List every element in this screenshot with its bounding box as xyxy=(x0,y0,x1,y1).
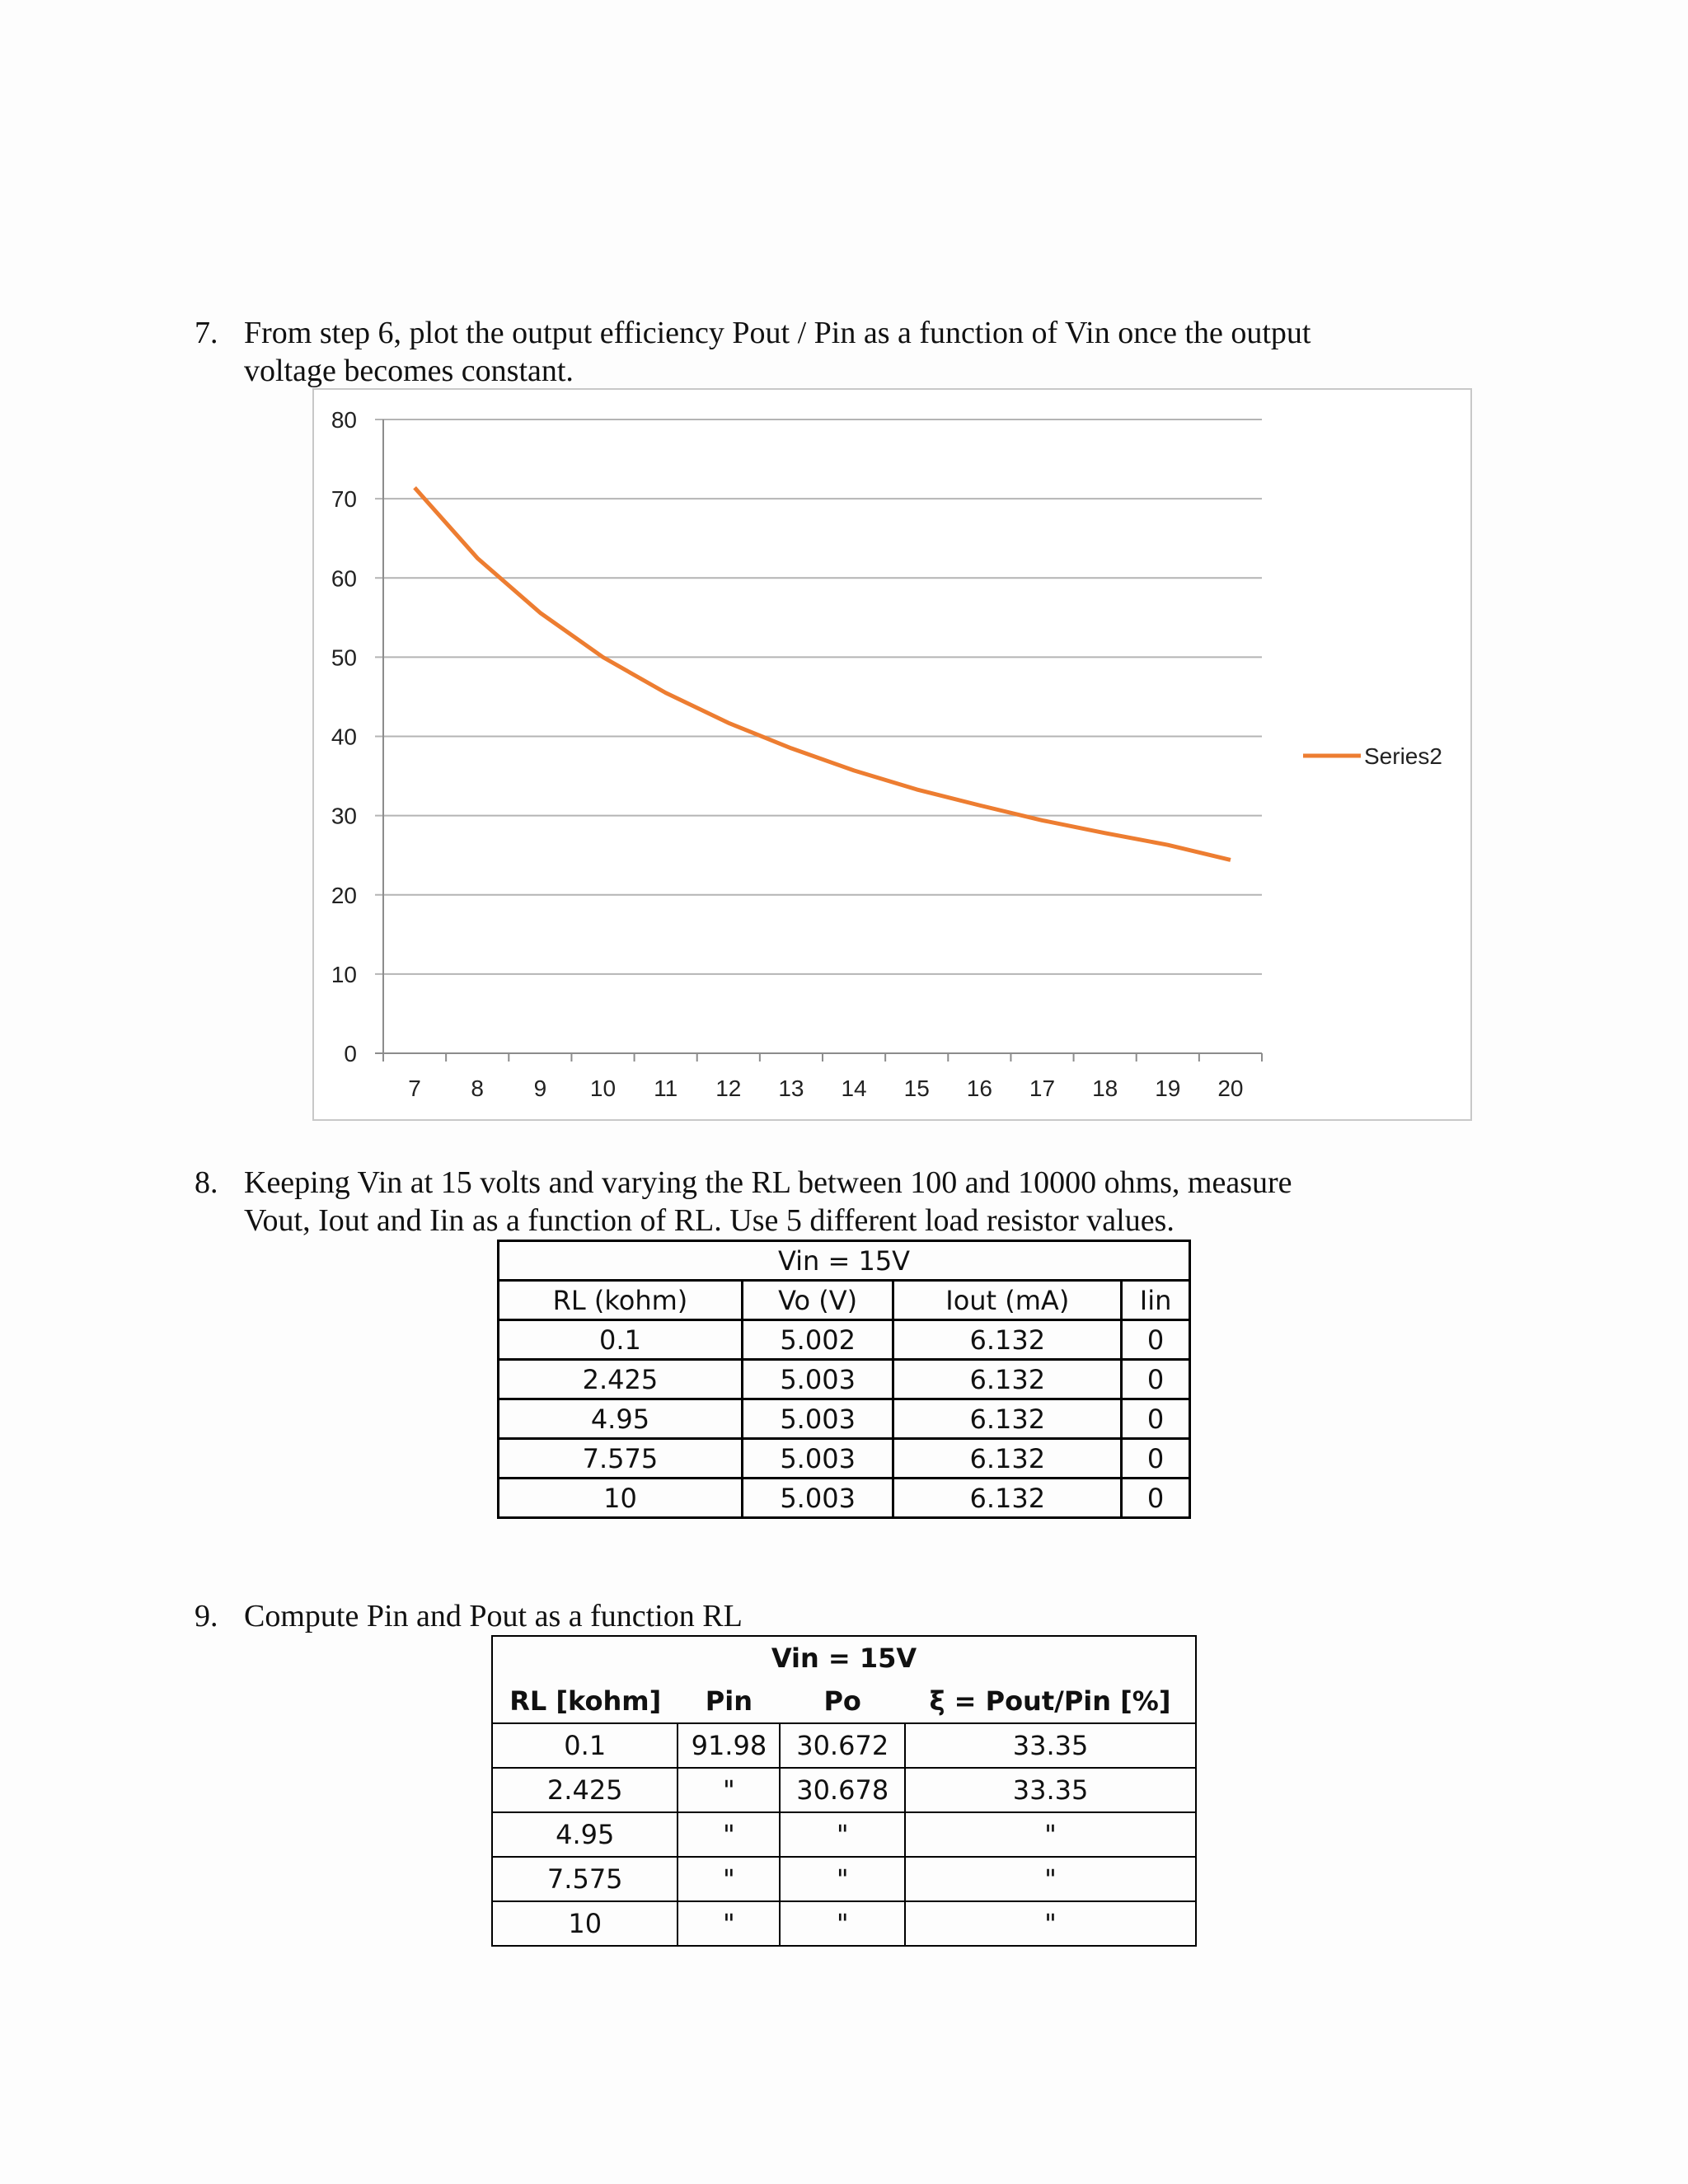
question-number: 9. xyxy=(195,1599,218,1633)
table-cell: 10 xyxy=(499,1479,743,1518)
table-cell: 6.132 xyxy=(893,1439,1122,1479)
column-header: Vo (V) xyxy=(742,1281,893,1320)
table-row xyxy=(492,1857,1196,1901)
table-cell: 5.003 xyxy=(742,1360,893,1399)
x-tick-label: 17 xyxy=(1029,1076,1056,1101)
table-row xyxy=(492,1901,1196,1946)
question-text-line: Keeping Vin at 15 volts and varying the RL between 100 and 10000 ohms, measure xyxy=(244,1165,1292,1200)
x-tick-label: 20 xyxy=(1217,1076,1244,1101)
table-cell: 7.575 xyxy=(499,1439,743,1479)
x-tick-label: 13 xyxy=(778,1076,804,1101)
measurement-table xyxy=(497,1240,1191,1519)
table-cell: 7.575 xyxy=(492,1857,678,1901)
y-tick-label: 20 xyxy=(331,882,357,908)
table-cell: " xyxy=(780,1901,905,1946)
x-tick-label: 8 xyxy=(471,1076,485,1101)
x-tick-label: 11 xyxy=(654,1076,678,1101)
table-cell: " xyxy=(678,1768,780,1812)
column-header: Iout (mA) xyxy=(893,1281,1122,1320)
x-tick-label: 9 xyxy=(533,1076,547,1101)
table-title: Vin = 15V xyxy=(492,1636,1196,1680)
table-cell: 5.003 xyxy=(742,1479,893,1518)
table-cell: 5.003 xyxy=(742,1439,893,1479)
table-cell: 0 xyxy=(1122,1479,1190,1518)
table-cell: 0 xyxy=(1122,1320,1190,1360)
question-number: 7. xyxy=(195,316,218,350)
table-cell: 10 xyxy=(492,1901,678,1946)
table-row xyxy=(492,1768,1196,1812)
y-tick-label: 80 xyxy=(331,407,357,433)
question-7 xyxy=(195,314,1311,390)
column-header: RL (kohm) xyxy=(499,1281,743,1320)
x-tick-label: 14 xyxy=(841,1076,867,1101)
table-cell: 6.132 xyxy=(893,1479,1122,1518)
y-tick-label: 30 xyxy=(331,803,357,829)
table-cell: " xyxy=(678,1812,780,1857)
table-cell: 0 xyxy=(1122,1399,1190,1439)
table-row xyxy=(499,1320,1190,1360)
table-title: Vin = 15V xyxy=(499,1241,1190,1281)
chart-svg xyxy=(314,390,1470,1119)
question-9 xyxy=(195,1597,743,1635)
table-cell: " xyxy=(905,1812,1196,1857)
table-cell: 2.425 xyxy=(492,1768,678,1812)
y-tick-label: 50 xyxy=(331,644,357,671)
x-tick-label: 12 xyxy=(715,1076,742,1101)
question-number: 8. xyxy=(195,1165,218,1200)
question-text-line: voltage becomes constant. xyxy=(244,354,574,388)
table-cell: " xyxy=(780,1812,905,1857)
power-table xyxy=(491,1635,1197,1947)
y-tick-label: 70 xyxy=(331,486,357,513)
table-cell: 4.95 xyxy=(499,1399,743,1439)
table-title-row xyxy=(499,1241,1190,1281)
table-cell: 0 xyxy=(1122,1360,1190,1399)
table-row xyxy=(499,1439,1190,1479)
legend-label: Series2 xyxy=(1364,743,1442,769)
table-title-row xyxy=(492,1636,1196,1680)
x-tick-label: 15 xyxy=(903,1076,930,1101)
table-row xyxy=(492,1723,1196,1768)
efficiency-chart xyxy=(312,388,1472,1121)
table-cell: " xyxy=(678,1857,780,1901)
table-row xyxy=(499,1479,1190,1518)
table-cell: " xyxy=(905,1857,1196,1901)
table-row xyxy=(492,1812,1196,1857)
column-header: ξ = Pout/Pin [%] xyxy=(905,1680,1196,1723)
table-cell: " xyxy=(905,1901,1196,1946)
y-tick-label: 40 xyxy=(331,724,357,750)
x-tick-label: 19 xyxy=(1155,1076,1181,1101)
column-header: RL [kohm] xyxy=(492,1680,678,1723)
table-cell: 6.132 xyxy=(893,1399,1122,1439)
table-cell: 91.98 xyxy=(678,1723,780,1768)
question-text-line: Compute Pin and Pout as a function RL xyxy=(244,1599,743,1633)
table-row xyxy=(499,1399,1190,1439)
x-tick-label: 18 xyxy=(1092,1076,1118,1101)
question-text-line: From step 6, plot the output efficiency Pout / Pin as a function of Vin once the output xyxy=(244,316,1311,350)
table-cell: 0.1 xyxy=(492,1723,678,1768)
series-line xyxy=(415,488,1231,860)
y-tick-label: 60 xyxy=(331,565,357,592)
table-cell: 6.132 xyxy=(893,1360,1122,1399)
table-cell: 0 xyxy=(1122,1439,1190,1479)
y-tick-label: 0 xyxy=(344,1041,357,1066)
question-8 xyxy=(195,1164,1292,1240)
table-cell: 33.35 xyxy=(905,1723,1196,1768)
y-tick-label: 10 xyxy=(331,961,357,987)
column-header: Po xyxy=(780,1680,905,1723)
table-cell: 4.95 xyxy=(492,1812,678,1857)
column-header: Iin xyxy=(1122,1281,1190,1320)
table-cell: 5.002 xyxy=(742,1320,893,1360)
table-row xyxy=(499,1360,1190,1399)
x-tick-label: 10 xyxy=(589,1076,617,1101)
table-cell: 2.425 xyxy=(499,1360,743,1399)
table-cell: 6.132 xyxy=(893,1320,1122,1360)
table-cell: 33.35 xyxy=(905,1768,1196,1812)
x-tick-label: 7 xyxy=(408,1076,421,1101)
table-cell: 5.003 xyxy=(742,1399,893,1439)
table-header-row xyxy=(499,1281,1190,1320)
table-cell: 30.678 xyxy=(780,1768,905,1812)
table-cell: 30.672 xyxy=(780,1723,905,1768)
question-text-line: Vout, Iout and Iin as a function of RL. Use 5 different load resistor values. xyxy=(244,1203,1175,1238)
table-header-row xyxy=(492,1680,1196,1723)
x-tick-label: 16 xyxy=(966,1076,992,1101)
column-header: Pin xyxy=(678,1680,780,1723)
table-cell: " xyxy=(678,1901,780,1946)
table-cell: " xyxy=(780,1857,905,1901)
table-cell: 0.1 xyxy=(499,1320,743,1360)
